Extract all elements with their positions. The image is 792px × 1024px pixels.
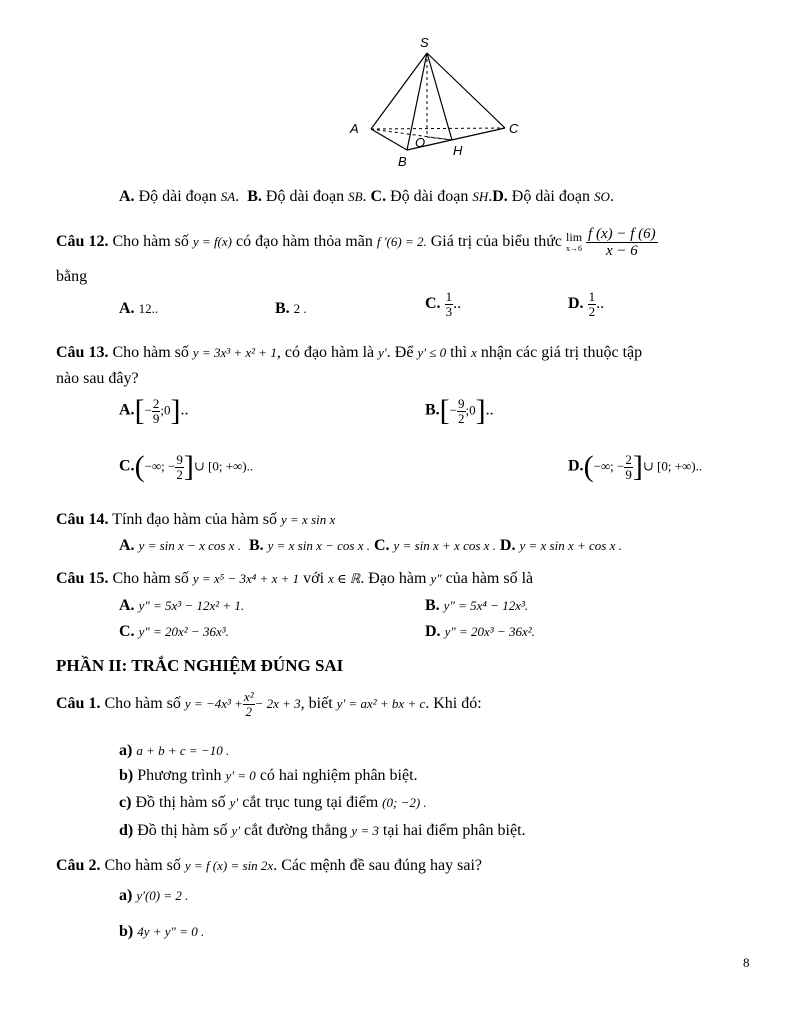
q12-stem-cont: bằng — [56, 268, 88, 285]
p2q1-item-c: c) Đồ thị hàm số y' cắt trục tung tại điểm (0; −2) . — [119, 794, 427, 811]
q11-options — [119, 188, 614, 206]
label-A: A — [350, 121, 359, 136]
p2q1-stem: Câu 1. Cho hàm số y = −4x³ + $\frac{\text{x²}}{2}$ − 2x + 3, biết y' = ax² + bx + c. Khi đó: — [56, 689, 482, 719]
label-S: S — [420, 35, 429, 50]
p2q1-item-d: d) Đồ thị hàm số y' cắt đường thẳng y = 3 tại hai điểm phân biệt. — [119, 822, 526, 839]
limit-operator: lim x→6 — [566, 229, 583, 253]
q11-option-d: D. Độ dài đoạn SO. — [492, 188, 614, 205]
page-number: 8 — [743, 955, 750, 970]
q13-option-b: B.[− $\frac{9}{2}$ ;0].. — [425, 394, 494, 427]
label-C: C — [509, 121, 519, 136]
q13-option-d: D.(−∞; − $\frac{2}{9}$ ]∪ [0; +∞).. — [568, 450, 703, 483]
q12-option-c: C. $\frac{1}{3}$ .. — [425, 289, 462, 319]
limit-fraction: $\frac{f (x) - f (6)}{x - 6}$ — [588, 226, 656, 259]
q12-stem: Câu 12. Cho hàm số y = f(x) có đạo hàm thỏa mãn f ′(6) = 2. Giá trị của biểu thức lim x→6 $\frac{f (x) - f (6)}{x - 6}$ — [56, 226, 656, 259]
edge-AC-hidden — [371, 128, 505, 129]
q13-option-c: C.(−∞; − $\frac{9}{2}$ ]∪ [0; +∞).. — [119, 450, 254, 483]
q11-option-c: C. Độ dài đoạn SH. — [370, 188, 493, 205]
part-2-heading: PHẦN II: TRẮC NGHIỆM ĐÚNG SAI — [56, 656, 344, 675]
label-H: H — [453, 143, 463, 158]
q11-option-a: A. Độ dài đoạn SA. — [119, 188, 240, 205]
q14-option-d: D. y = x sin x + cos x . — [499, 537, 622, 554]
q15-option-d: D. y″ = 20x³ − 36x². — [425, 623, 535, 640]
edge-SC — [427, 53, 505, 128]
q14-option-b: B. y = x sin x − cos x . — [248, 537, 370, 554]
p2q2-stem: Câu 2. Cho hàm số y = f (x) = sin 2x. Các mệnh đề sau đúng hay sai? — [56, 857, 483, 874]
q12-option-b: B. 2 . — [275, 300, 307, 317]
q12-option-d: D. $\frac{1}{2}$ .. — [568, 289, 605, 319]
q15-stem: Câu 15. Cho hàm số y = x⁵ − 3x⁴ + x + 1 với x ∈ ℝ. Đạo hàm y″ của hàm số là — [56, 570, 534, 587]
pyramid-figure — [340, 30, 540, 170]
label-O: O — [415, 135, 426, 150]
label-B: B — [398, 154, 407, 169]
q15-option-c: C. y″ = 20x² − 36x³. — [119, 623, 229, 640]
q15-option-a: A. y″ = 5x³ − 12x² + 1. — [119, 597, 245, 614]
q12-option-a: A. 12.. — [119, 300, 159, 317]
p2q1-item-a: a) a + b + c = −10 . — [119, 742, 230, 759]
p2q2-item-b: b) 4y + y″ = 0 . — [119, 923, 205, 940]
p2q1-item-b: b) Phương trình y' = 0 có hai nghiệm phân biệt. — [119, 767, 418, 784]
q14-options — [119, 537, 622, 555]
q13-stem: Câu 13. Cho hàm số y = 3x³ + x² + 1, có đạo hàm là y′. Để y′ ≤ 0 thì x nhận các giá trị thuộc tập — [56, 344, 643, 361]
question-label: Câu 12. — [56, 233, 109, 251]
q13-option-a: A.[− $\frac{2}{9}$ ;0].. — [119, 394, 189, 427]
q11-option-b: B. Độ dài đoạn SB. — [247, 188, 367, 205]
q14-stem: Câu 14. Tính đạo hàm của hàm số y = x sin x — [56, 511, 336, 528]
q15-option-b: B. y″ = 5x⁴ − 12x³. — [425, 597, 529, 614]
edge-AB — [371, 129, 407, 150]
p2q2-item-a: a) y′(0) = 2 . — [119, 887, 189, 904]
edge-SH — [427, 53, 452, 140]
q14-option-c: C. y = sin x + x cos x . — [373, 537, 496, 554]
q14-option-a: A. y = sin x − x cos x . — [119, 537, 241, 554]
q13-stem-cont: nào sau đây? — [56, 370, 139, 387]
